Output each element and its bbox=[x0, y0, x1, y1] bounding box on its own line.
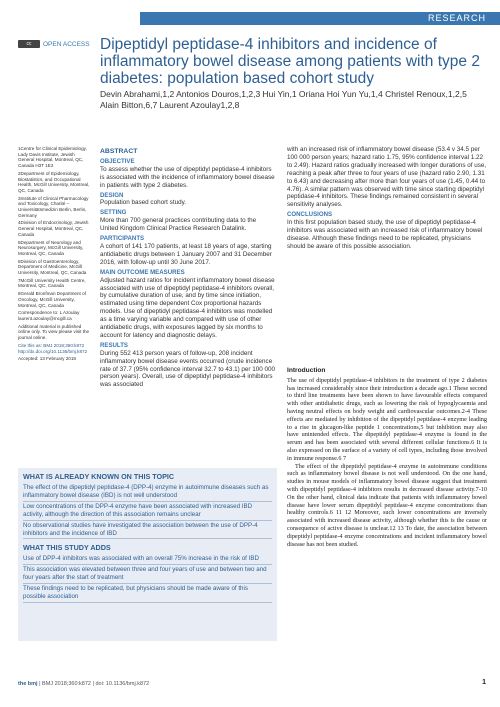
results-text: During 552 413 person years of follow-up, 208 incident inflammatory bowel disease events occurred (crude incidence rate of 37.7 (95% confidence interval 32.7 to 43.1) per 100 000 person years). Overall, use of dipeptidyl peptidase-4 inhibitors was associated bbox=[100, 349, 276, 389]
adds-item: This association was elevated between three and four years of use and between two and four years after the start of treatment bbox=[23, 565, 272, 584]
outcome-text: Adjusted hazard ratios for incident inflammatory bowel disease associated with use of dipeptidyl peptidase-4 inhibitors overall, by cumulative duration of use, and by time since initiation, estimated using time dependent Cox proportional hazards models. Use of dipeptidyl peptidase-4 inhibitors was modelled as a time varying variable and compared with use of other antidiabetic drugs, with exposures lagged by six months to account for latency and diagnostic delays. bbox=[100, 276, 275, 339]
abstract-heading: ABSTRACT bbox=[100, 148, 138, 155]
intro-paragraph: The effect of the dipeptidyl peptidase-4 enzyme in autoimmune conditions such as inflammatory bowel disease is not well understood. On the one hand, studies in mouse models of inflammatory bowel disease suggest that treatment with dipeptidyl peptidase-4 inhibitors results in decreased disease activity.7-10 On the other hand, clinical data indicate that patients with inflammatory bowel disease have lower serum dipeptidyl peptidase-4 enzyme concentrations than healthy controls.6 11 12 Moreover, such lower concentrations are inversely associated with increased disease activity, although whether this is the cause or consequence of active disease is unclear.12 13 To date, the association between dipeptidyl peptidase-4 enzyme concentrations and incident inflammatory bowel disease has not been studied. bbox=[287, 462, 487, 548]
author-list: Devin Abrahami,1,2 Antonios Douros,1,2,3 Hui Yin,1 Oriana Hoi Yun Yu,1,4 Christel Renoux,1,2,5 Alain Bitton,6,7 Laurent Azoulay1,2,8 bbox=[100, 89, 467, 110]
results-heading: RESULTS bbox=[100, 341, 128, 349]
banner-label: RESEARCH bbox=[427, 13, 486, 23]
participants-heading: PARTICIPANTS bbox=[100, 235, 145, 243]
affiliation: 3Institute of Clinical Pharmacology and Toxicology, Charité – Universitätsmedizin Berlin, Berlin, Germany bbox=[18, 195, 89, 218]
summary-box bbox=[18, 468, 277, 641]
known-item: The effect of the dipeptidyl peptidase-4 (DPP-4) enzyme in autoimmune diseases such as inflammatory bowel disease (IBD) is not well understood bbox=[23, 483, 272, 502]
objective-text: To assess whether the use of dipeptidyl peptidase-4 inhibitors is associated with the incidence of inflammatory bowel disease in patients with type 2 diabetes. bbox=[100, 165, 275, 189]
participants-text: A cohort of 141 170 patients, at least 18 years of age, starting antidiabetic drugs between 1 January 2007 and 31 December 2016, with follow-up until 30 June 2017. bbox=[100, 242, 272, 266]
objective-heading: OBJECTIVE bbox=[100, 157, 135, 165]
conclusions-text: In this first population based study, the use of dipeptidyl peptidase-4 inhibitors was associated with an increased risk of inflammatory bowel disease. Although these findings need to be replicated, physicians should be aware of this possible association. bbox=[287, 219, 483, 250]
abstract-column bbox=[100, 146, 276, 390]
introduction-heading: Introduction bbox=[287, 367, 326, 374]
adds-item: Use of DPP-4 inhibitors was associated with an overall 75% increase in the risk of IBD bbox=[23, 554, 272, 565]
affiliation: 6Division of Gastroenterology, Department of Medicine, McGill University, Montreal, QC, Canada bbox=[18, 258, 87, 276]
journal-brand: the bmj bbox=[18, 681, 38, 687]
adds-heading: WHAT THIS STUDY ADDS bbox=[23, 543, 111, 553]
outcome-heading: MAIN OUTCOME MEASURES bbox=[100, 268, 185, 276]
affiliation: 7McGill University Health Centre, Montreal, QC, Canada bbox=[18, 277, 86, 289]
cc-by-nc-icon: cc bbox=[18, 40, 40, 48]
known-item: No observational studies have investigated the association between the use of DPP-4 inhibitors and the incidence of IBD bbox=[23, 521, 272, 540]
page-number: 1 bbox=[482, 679, 486, 686]
abstract-continuation bbox=[287, 146, 487, 252]
affiliation: 5Department of Neurology and Neurosurgery, McGill University, Montreal, QC, Canada bbox=[18, 239, 84, 256]
known-heading: WHAT IS ALREADY KNOWN ON THIS TOPIC bbox=[23, 472, 175, 481]
setting-text: More than 700 general practices contributing data to the United Kingdom Clinical Practice Research Datalink. bbox=[100, 217, 257, 233]
introduction-section bbox=[287, 367, 487, 548]
known-item: Low concentrations of the DPP-4 enzyme have been associated with increased IBD activity, although the direction of this association remains unclear bbox=[23, 502, 272, 521]
section-banner bbox=[0, 12, 500, 25]
citation-link[interactable]: Cite this as: BMJ 2018;360:k872 http://dx.doi.org/10.1136/bmj.k872 bbox=[18, 342, 88, 354]
additional-material-note: Additional material is published online only. To view please visit the journal online. bbox=[18, 323, 90, 341]
page-footer bbox=[18, 681, 149, 687]
adds-item: These findings need to be replicated, but physicians should be made aware of this possible association bbox=[23, 584, 272, 603]
setting-heading: SETTING bbox=[100, 209, 127, 217]
open-access-label: OPEN ACCESS bbox=[43, 40, 90, 48]
affiliation: 2Department of Epidemiology, Biostatistics, and Occupational Health, McGill University, Montreal, QC, Canada bbox=[18, 170, 90, 193]
affiliations-sidebar bbox=[18, 146, 90, 364]
correspondence: Correspondence to: L Azoulay laurent.azoulay@mcgill.ca bbox=[18, 310, 80, 321]
footer-citation: | BMJ 2018;360:k872 | doi: 10.1136/bmj.k872 bbox=[39, 681, 150, 687]
accepted-date: Accepted: 13 February 2018 bbox=[18, 356, 76, 362]
design-text: Population based cohort study. bbox=[100, 199, 186, 207]
conclusions-heading: CONCLUSIONS bbox=[287, 211, 333, 219]
affiliation: 4Division of Endocrinology, Jewish General Hospital, Montreal, QC, Canada bbox=[18, 220, 89, 237]
article-title: Dipeptidyl peptidase-4 inhibitors and incidence of inflammatory bowel disease among patients with type 2 diabetes: population based cohort study bbox=[100, 36, 480, 87]
open-access-badge bbox=[18, 40, 90, 48]
intro-paragraph: The use of dipeptidyl peptidase-4 inhibitors in the treatment of type 2 diabetes has increased considerably since their introduction a decade ago.1 These second to third line treatments have been shown to have favourable effects compared with other antidiabetic drugs, such as lowering the risk of hypoglycaemia and having neutral effects on body weight and cardiovascular outcomes.2-4 These effects are mediated by inhibition of the dipeptidyl peptidase-4 enzyme leading to a rise in glucagon-like peptide 1 concentrations,5 but inhibition may also have unintended effects. The dipeptidyl peptidase-4 enzyme is found in the serum and has been associated with several different cellular functions.6 It is also expressed on the surface of a variety of cell types, including those involved in immune response.6 7 bbox=[287, 376, 487, 462]
results-continued-text: with an increased risk of inflammatory bowel disease (53.4 v 34.5 per 100 000 person years; hazard ratio 1.75, 95% confidence interval 1.22 to 2.49). Hazard ratios gradually increased with longer durations of use, reaching a peak after three to four years of use (hazard ratio 2.90, 1.31 to 6.43) and decreasing after more than four years of use (1.45, 0.44 to 4.76). A similar pattern was observed with time since starting dipeptidyl peptidase-4 inhibitors. These findings remained consistent in several sensitivity analyses. bbox=[287, 146, 487, 209]
design-heading: DESIGN bbox=[100, 191, 124, 199]
affiliation: 1Centre for Clinical Epidemiology, Lady Davis Institute, Jewish General Hospital, Montreal, QC, Canada H3T 1E2 bbox=[18, 146, 87, 169]
affiliation: 8Gerald Bronfman Department of Oncology, McGill University, Montreal, QC, Canada bbox=[18, 291, 86, 308]
